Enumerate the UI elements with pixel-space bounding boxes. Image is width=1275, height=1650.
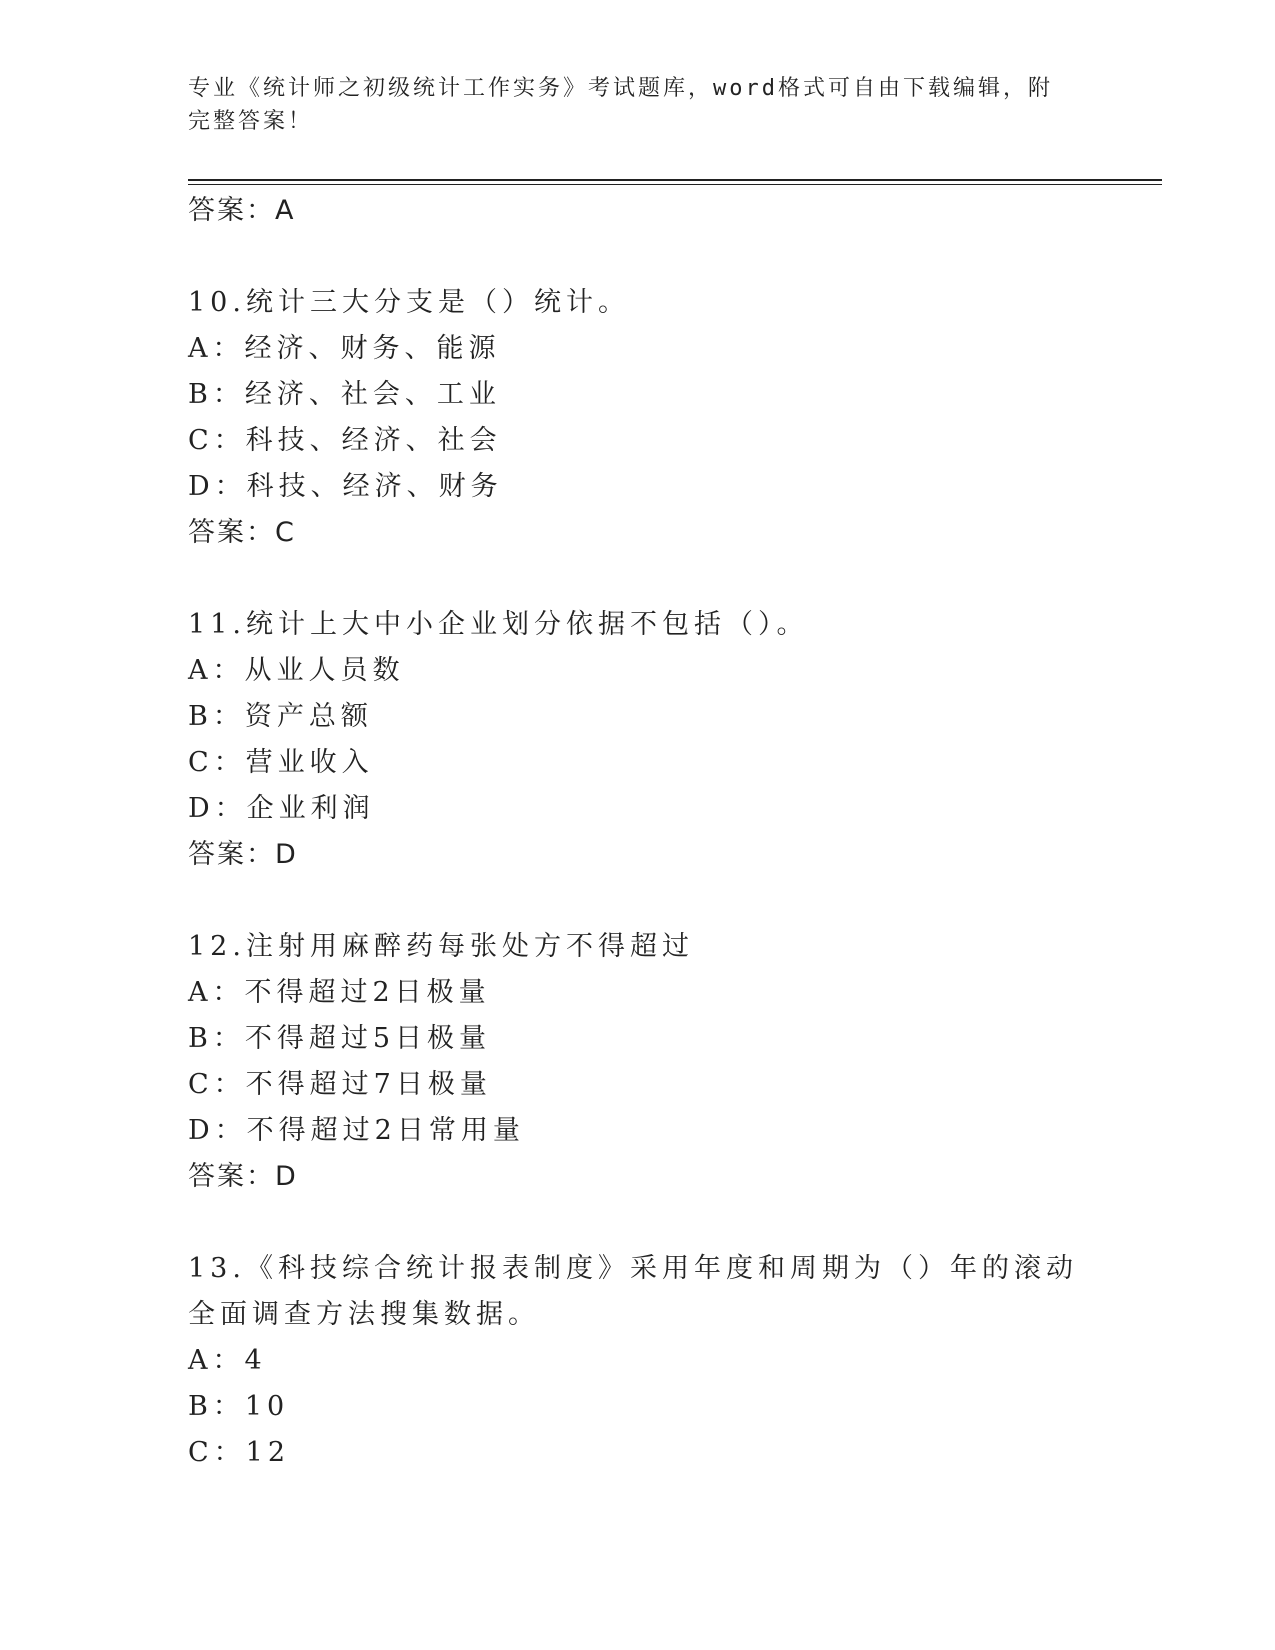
question-stem: 12.注射用麻醉药每张处方不得超过 [188,931,694,962]
option-d: D：科技、经济、财务 [188,471,503,502]
option-b: B：经济、社会、工业 [188,379,501,410]
option-b: B：资产总额 [188,701,373,732]
option-a: A：4 [188,1345,267,1376]
option-b: B：10 [188,1391,290,1422]
option-c: C：营业收入 [188,747,374,778]
previous-answer: 答案：A [188,195,296,226]
document-header-note: 专业《统计师之初级统计工作实务》考试题库，word格式可自由下载编辑，附完整答案！ [188,76,1053,134]
option-b: B：不得超过5日极量 [188,1023,492,1054]
header-divider-thick [188,179,1162,181]
option-a: A：从业人员数 [188,655,405,686]
header-divider-thin [188,184,1162,185]
option-c: C：科技、经济、社会 [188,425,502,456]
question-stem: 13.《科技综合统计报表制度》采用年度和周期为（）年的滚动全面调查方法搜集数据。 [188,1253,1078,1330]
option-d: D：企业利润 [188,793,375,824]
document-body [188,188,1088,1476]
answer-line: 答案：D [188,1161,298,1192]
answer-line: 答案：C [188,517,296,548]
answer-line: 答案：D [188,839,298,870]
option-c: C：不得超过7日极量 [188,1069,492,1100]
option-a: A：不得超过2日极量 [188,977,491,1008]
question-13 [188,1246,1088,1476]
option-c: C：12 [188,1437,291,1468]
option-a: A：经济、财务、能源 [188,333,501,364]
question-11 [188,602,1088,878]
question-10 [188,280,1088,556]
question-stem: 11.统计上大中小企业划分依据不包括（）。 [188,609,809,640]
option-d: D：不得超过2日常用量 [188,1115,525,1146]
question-12 [188,924,1088,1200]
question-stem: 10.统计三大分支是（）统计。 [188,287,630,318]
